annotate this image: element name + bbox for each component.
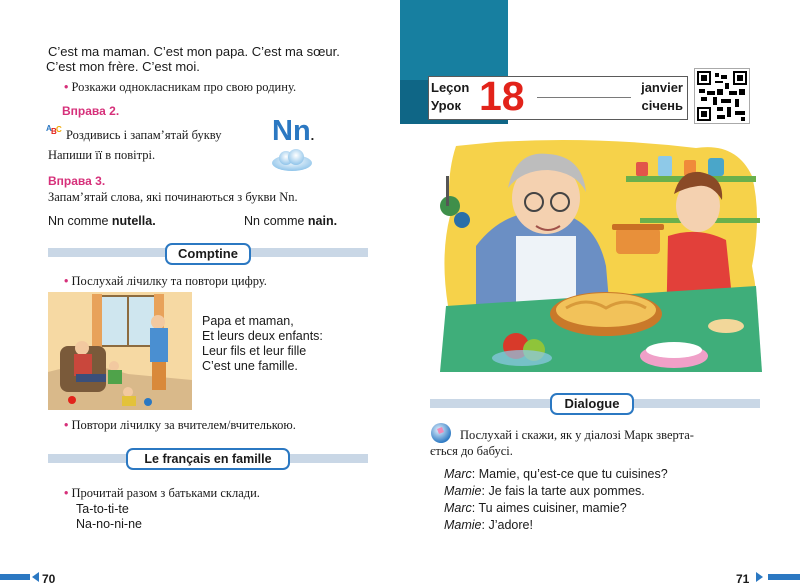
lesson-label-ua: Урок	[431, 98, 461, 113]
abc-icon	[46, 122, 62, 136]
exercise-2-title: Вправа 2.	[62, 104, 120, 118]
task-text: Розкажи однокласникам про свою родину.	[71, 80, 297, 94]
exercise-2-line-1	[66, 128, 222, 143]
poem-line: Papa et maman,	[202, 314, 294, 328]
lesson-header	[428, 73, 688, 120]
dialogue-task-line-2: ється до бабусі.	[430, 444, 513, 458]
poem-line: C’est une famille.	[202, 359, 298, 373]
dialogue-lines	[444, 466, 668, 534]
syllable-line: Na-no-ni-ne	[76, 517, 143, 531]
footer-bar	[768, 574, 800, 580]
comptine-label: Comptine	[165, 243, 251, 265]
exercise-3-line-1: Запам’ятай слова, які починаються з букви Nn.	[48, 190, 298, 204]
speaker: Marc	[444, 501, 472, 515]
intro-text	[48, 44, 388, 74]
comptine-poem	[202, 314, 323, 374]
svg-text:B: B	[51, 127, 57, 136]
example-nain	[244, 214, 337, 228]
poem-line: Leur fils et leur fille	[202, 344, 307, 358]
ex2-text: Роздивись і запам’ятай букву	[66, 128, 222, 142]
example-prefix: Nn comme	[48, 214, 112, 228]
qr-code-icon[interactable]	[694, 68, 750, 124]
line-text: : Mamie, qu’est-ce que tu cuisines?	[471, 467, 668, 481]
line-text: : Je fais la tarte aux pommes.	[481, 484, 645, 498]
svg-text:C: C	[56, 125, 62, 134]
dialogue-task-line-1: Послухай і скажи, як у діалозі Марк зверта-	[460, 428, 694, 442]
task-text: Повтори лічилку за вчителем/вчителькою.	[71, 418, 296, 432]
letter-period: .	[310, 128, 315, 143]
speaker: Mamie	[444, 484, 482, 498]
dialogue-line	[444, 466, 668, 483]
dialogue-line	[444, 483, 668, 500]
exercise-3-title: Вправа 3.	[48, 174, 106, 188]
line-text: : Tu aimes cuisiner, mamie?	[471, 501, 627, 515]
intro-line-2: C’est mon frère. C’est moi.	[46, 59, 200, 74]
famille-task	[64, 486, 260, 501]
line-text: : J’adore!	[481, 518, 533, 532]
speaker: Marc	[444, 467, 472, 481]
bullet: •	[64, 418, 69, 432]
arrow-right-icon	[756, 572, 763, 582]
comptine-task-2	[64, 418, 296, 433]
speaker: Mamie	[444, 518, 482, 532]
dialogue-label: Dialogue	[550, 393, 634, 415]
syllable-line: Ta-to-ti-te	[76, 502, 129, 516]
dialogue-line	[444, 500, 668, 517]
intro-line-1: C’est ma maman. C’est mon papa. C’est ma sœur.	[48, 44, 340, 59]
example-prefix: Nn comme	[244, 214, 308, 228]
dialogue-line	[444, 517, 668, 534]
letter-nn	[272, 116, 314, 151]
famille-syllables	[76, 502, 142, 532]
bullet: •	[64, 486, 69, 500]
task-text: Послухай лічилку та повтори цифру.	[71, 274, 267, 288]
famille-label: Le français en famille	[126, 448, 290, 470]
kitchen-illustration	[436, 136, 764, 376]
lesson-label-fr: Leçon	[431, 80, 470, 95]
example-nutella	[48, 214, 156, 228]
exercise-2-line-2: Напиши її в повітрі.	[48, 148, 156, 162]
lesson-number: 18	[479, 73, 525, 119]
page-number: 71	[736, 572, 750, 586]
footer-bar	[0, 574, 30, 580]
listen-icon	[430, 422, 452, 444]
bullet: •	[64, 80, 69, 94]
page-number: 70	[42, 572, 56, 586]
task-tell-family	[64, 80, 296, 95]
task-text: Прочитай разом з батьками склади.	[71, 486, 260, 500]
arrow-left-icon	[32, 572, 39, 582]
month-fr: janvier	[641, 80, 683, 95]
comptine-task	[64, 274, 267, 289]
example-word: nain.	[307, 214, 338, 228]
family-illustration	[48, 292, 192, 410]
letter-nn-text: Nn	[272, 115, 311, 147]
right-page	[400, 0, 800, 586]
cloud-icon	[270, 148, 314, 172]
month-ua: січень	[641, 98, 683, 113]
header-line	[537, 97, 631, 98]
svg-text:A: A	[46, 124, 52, 133]
poem-line: Et leurs deux enfants:	[202, 329, 323, 343]
example-word: nutella.	[111, 214, 156, 228]
bullet: •	[64, 274, 69, 288]
